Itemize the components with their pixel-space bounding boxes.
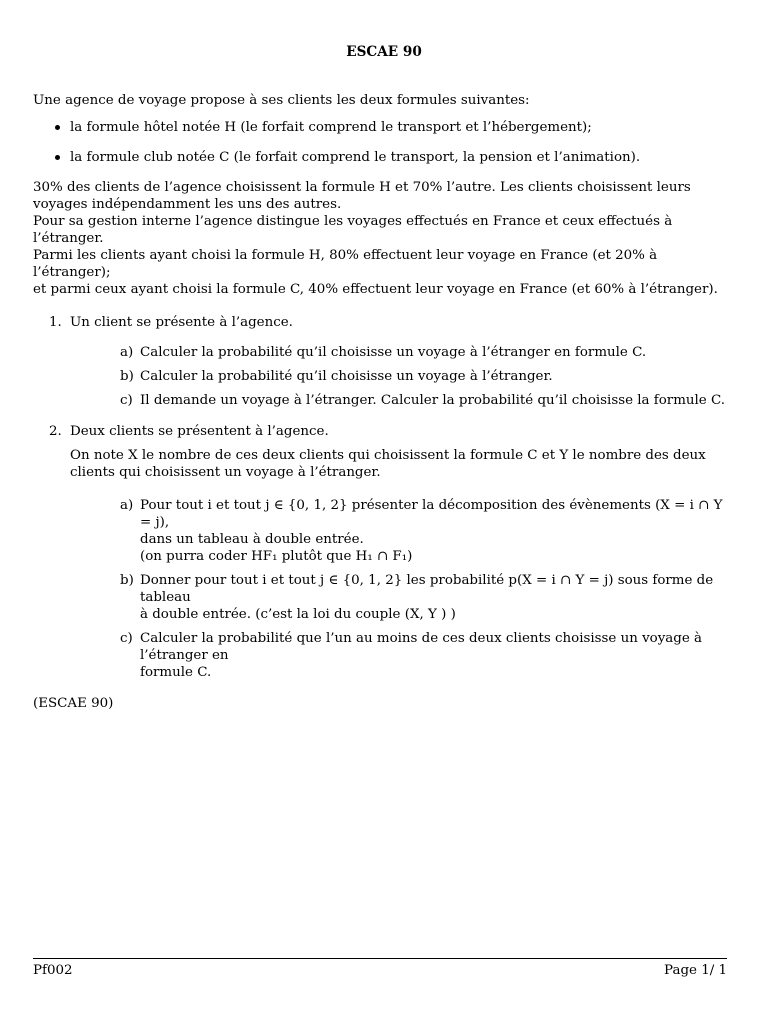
context-line: 30% des clients de l’agence choisissent la formule H et 70% l’autre. Les clients choisissent leurs voyages indépendamment les uns des autres. [33,180,691,212]
subquestion-list [70,344,733,409]
subquestion-label: c) [120,631,133,646]
subquestion-1a [70,344,733,361]
subquestion-2c [70,630,733,681]
subquestion-label: a) [120,498,134,513]
question-text: Un client se présente à l’agence. [70,315,293,330]
context-line: Pour sa gestion interne l’agence distingue les voyages effectués en France et ceux effectués à l’étranger. [33,214,673,246]
document-title: ESCAE 90 [346,44,422,60]
subquestion-line: dans un tableau à double entrée. [140,532,364,547]
context-line: Parmi les clients ayant choisi la formule H, 80% effectuent leur voyage en France (et 20% à l’étranger); [33,248,658,280]
subquestion-2a [70,497,733,565]
subquestion-text: Calculer la probabilité qu’il choisisse un voyage à l’étranger en formule C. [140,345,647,360]
footer-divider [33,958,727,959]
document-body [33,92,733,712]
question-body: On note X le nombre de ces deux clients qui choisissent la formule C et Y le nombre des deux clients qui choisissent un voyage à l’étranger. [70,448,706,480]
subquestion-line: Pour tout i et tout j ∈ {0, 1, 2} présenter la décomposition des évènements (X = i ∩ Y = j), [140,498,723,530]
question-number: 2. [49,424,62,439]
formula-club: la formule club notée C (le forfait comprend le transport, la pension et l’animation). [53,149,733,166]
subquestion-text: Il demande un voyage à l’étranger. Calculer la probabilité qu’il choisisse la formule C. [140,393,726,408]
subquestion-list [70,497,733,681]
footer-reference: Pf002 [33,963,73,978]
formula-list [33,119,733,166]
question-number: 1. [49,315,62,330]
subquestion-line: à double entrée. (c’est la loi du couple (X, Y ) ) [140,607,456,622]
subquestion-text: Calculer la probabilité qu’il choisisse un voyage à l’étranger. [140,369,553,384]
subquestion-1b [70,368,733,385]
subquestion-1c [70,392,733,409]
context-line: et parmi ceux ayant choisi la formule C, 40% effectuent leur voyage en France (et 60% à l’étranger). [33,282,718,297]
subquestion-label: b) [120,369,134,384]
subquestion-label: a) [120,345,134,360]
question-2 [33,423,733,681]
subquestion-label: c) [120,393,133,408]
context-paragraph [33,179,733,298]
question-1 [33,314,733,409]
subquestion-line: formule C. [140,665,212,680]
subquestion-note: (on purra coder HF₁ plutôt que H₁ ∩ F₁) [140,549,413,564]
page-number: Page 1/ 1 [664,963,727,978]
question-text: Deux clients se présentent à l’agence. [70,424,329,439]
subquestion-line: Donner pour tout i et tout j ∈ {0, 1, 2} les probabilité p(X = i ∩ Y = j) sous forme de tableau [140,573,714,605]
subquestion-label: b) [120,573,134,588]
subquestion-line: Calculer la probabilité que l’un au moins de ces deux clients choisisse un voyage à l’étranger en [140,631,702,663]
intro-paragraph: Une agence de voyage propose à ses clients les deux formules suivantes: [33,93,530,108]
formula-hotel: la formule hôtel notée H (le forfait comprend le transport et l’hébergement); [53,119,733,136]
subquestion-2b [70,572,733,623]
source-note: (ESCAE 90) [33,696,114,711]
